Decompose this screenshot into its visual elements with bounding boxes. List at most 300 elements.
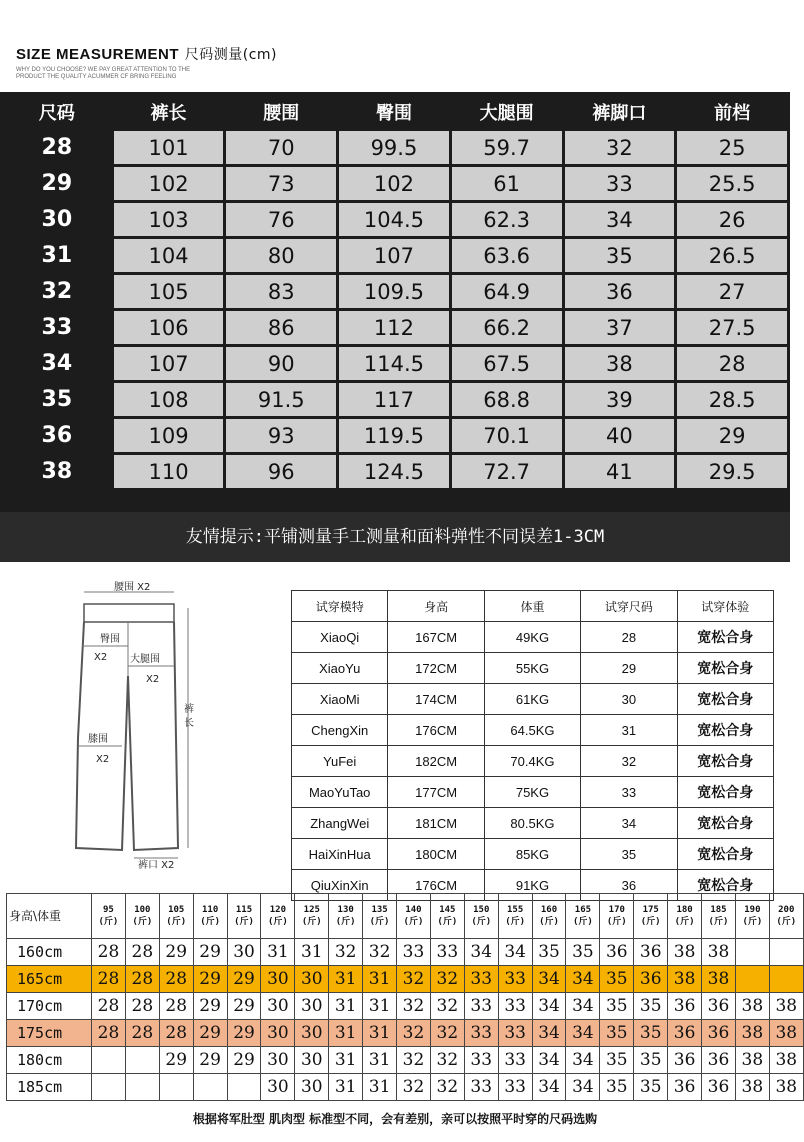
hw-size-cell: 34 <box>464 939 498 966</box>
hw-size-cell: 33 <box>464 1074 498 1101</box>
size-value-cell: 29 <box>677 419 787 452</box>
hw-weight-header <box>125 894 159 939</box>
hw-weight-value: 150 <box>473 905 490 915</box>
size-row <box>3 167 787 200</box>
hw-weight-header <box>363 894 397 939</box>
size-header-cell: 裤长 <box>114 95 224 128</box>
model-cell: 174CM <box>388 684 484 715</box>
hw-size-cell: 30 <box>295 1047 329 1074</box>
hw-size-cell: 35 <box>634 1047 668 1074</box>
hw-size-cell: 32 <box>397 966 431 993</box>
size-value-cell: 86 <box>226 311 336 344</box>
size-label-cell: 29 <box>3 167 111 200</box>
hip-label: 臀围 <box>100 634 120 645</box>
hw-weight-value: 170 <box>608 905 625 915</box>
hw-size-cell: 33 <box>397 939 431 966</box>
size-value-cell: 91.5 <box>226 383 336 416</box>
model-cell: 宽松合身 <box>677 746 773 777</box>
size-value-cell: 38 <box>565 347 675 380</box>
hw-size-cell: 38 <box>668 966 702 993</box>
model-header-cell: 体重 <box>484 591 580 622</box>
title-cn: 尺码测量(cm) <box>184 47 278 63</box>
hw-weight-unit: (斤) <box>776 917 797 927</box>
hw-weight-header <box>92 894 126 939</box>
size-value-cell: 29.5 <box>677 455 787 488</box>
hw-size-cell: 34 <box>532 1074 566 1101</box>
hw-size-cell: 35 <box>634 1074 668 1101</box>
size-value-cell: 80 <box>226 239 336 272</box>
hw-size-cell: 28 <box>159 1020 193 1047</box>
hw-size-cell: 29 <box>193 966 227 993</box>
hw-size-cell: 32 <box>397 993 431 1020</box>
hw-weight-header <box>498 894 532 939</box>
size-value-cell: 40 <box>565 419 675 452</box>
model-cell: 宽松合身 <box>677 808 773 839</box>
size-measurement-table <box>0 92 790 512</box>
hw-size-cell: 34 <box>498 939 532 966</box>
hw-size-cell: 36 <box>702 1074 736 1101</box>
model-row <box>292 653 774 684</box>
size-value-cell: 68.8 <box>452 383 562 416</box>
hw-size-cell: 32 <box>397 1047 431 1074</box>
model-cell: 85KG <box>484 839 580 870</box>
model-row <box>292 622 774 653</box>
hw-weight-header <box>329 894 363 939</box>
size-header-cell: 裤脚口 <box>565 95 675 128</box>
fit-note: 根据将军肚型 肌肉型 标准型不同，会有差别，亲可以按照平时穿的尺码选购 <box>192 1112 598 1126</box>
size-row <box>3 383 787 416</box>
size-value-cell: 26 <box>677 203 787 236</box>
hw-weight-unit: (斤) <box>301 917 322 927</box>
hw-size-cell: 35 <box>634 993 668 1020</box>
model-table-body <box>292 622 774 901</box>
hw-row <box>7 1074 804 1101</box>
hw-size-cell: 36 <box>668 993 702 1020</box>
hw-weight-value: 115 <box>235 905 253 915</box>
size-value-cell: 114.5 <box>339 347 449 380</box>
hw-size-cell: 36 <box>702 993 736 1020</box>
hw-size-cell: 36 <box>702 1020 736 1047</box>
hw-height-label: 185cm <box>7 1074 92 1101</box>
hw-size-cell: 28 <box>125 939 159 966</box>
hw-size-cell: 35 <box>600 1020 634 1047</box>
hw-height-label: 165cm <box>7 966 92 993</box>
size-value-cell: 41 <box>565 455 675 488</box>
size-header-cell: 腰围 <box>226 95 336 128</box>
hw-size-cell: 35 <box>566 939 600 966</box>
size-header-cell: 前档 <box>677 95 787 128</box>
hw-size-cell: 34 <box>566 1074 600 1101</box>
model-cell: 宽松合身 <box>677 622 773 653</box>
hw-weight-unit: (斤) <box>437 917 458 927</box>
hw-size-cell: 31 <box>329 1020 363 1047</box>
model-cell: 80.5KG <box>484 808 580 839</box>
subtitle <box>16 67 190 81</box>
length-label-2: 长 <box>184 718 194 729</box>
model-header-cell: 试穿尺码 <box>581 591 677 622</box>
hw-size-cell: 28 <box>92 993 126 1020</box>
model-cell: XiaoYu <box>292 653 388 684</box>
size-value-cell: 109 <box>114 419 224 452</box>
hw-weight-header <box>159 894 193 939</box>
size-table-grid <box>0 92 790 491</box>
size-row <box>3 311 787 344</box>
size-value-cell: 64.9 <box>452 275 562 308</box>
hw-weight-unit: (斤) <box>369 917 390 927</box>
hw-size-cell: 33 <box>464 966 498 993</box>
height-weight-chart <box>6 893 798 1101</box>
hw-weight-header <box>397 894 431 939</box>
size-label-cell: 34 <box>3 347 111 380</box>
model-cell: MaoYuTao <box>292 777 388 808</box>
hw-table-header <box>7 894 804 939</box>
hw-weight-value: 140 <box>405 905 422 915</box>
size-row <box>3 131 787 164</box>
model-cell: HaiXinHua <box>292 839 388 870</box>
hw-size-cell: 36 <box>668 1074 702 1101</box>
hw-weight-header <box>634 894 668 939</box>
hw-weight-header <box>261 894 295 939</box>
hw-weight-header <box>464 894 498 939</box>
hw-weight-unit: (斤) <box>234 917 254 927</box>
hw-size-cell: 33 <box>464 1047 498 1074</box>
size-value-cell: 70 <box>226 131 336 164</box>
hw-table-grid <box>6 893 804 1101</box>
hw-weight-value: 175 <box>642 905 659 915</box>
model-cell: 29 <box>581 653 677 684</box>
hw-size-cell: 30 <box>261 1020 295 1047</box>
model-cell: 172CM <box>388 653 484 684</box>
size-value-cell: 117 <box>339 383 449 416</box>
hw-weight-unit: (斤) <box>200 917 221 927</box>
hw-row <box>7 1047 804 1074</box>
length-label-1: 裤 <box>184 704 194 715</box>
size-header-cell: 臀围 <box>339 95 449 128</box>
size-label-cell: 36 <box>3 419 111 452</box>
size-value-cell: 28.5 <box>677 383 787 416</box>
hw-size-cell: 34 <box>532 1047 566 1074</box>
size-value-cell: 109.5 <box>339 275 449 308</box>
size-value-cell: 66.2 <box>452 311 562 344</box>
size-value-cell: 62.3 <box>452 203 562 236</box>
hw-size-cell: 35 <box>532 939 566 966</box>
hw-size-cell: 29 <box>193 1020 227 1047</box>
size-value-cell: 26.5 <box>677 239 787 272</box>
model-cell: 宽松合身 <box>677 715 773 746</box>
model-row <box>292 839 774 870</box>
hw-size-cell: 38 <box>769 1020 803 1047</box>
hw-size-cell: 36 <box>600 939 634 966</box>
model-cell: 75KG <box>484 777 580 808</box>
hw-table-body <box>7 939 804 1101</box>
size-value-cell: 28 <box>677 347 787 380</box>
size-value-cell: 103 <box>114 203 224 236</box>
model-cell: 176CM <box>388 715 484 746</box>
hw-size-cell: 28 <box>125 966 159 993</box>
model-cell: 55KG <box>484 653 580 684</box>
hw-weight-unit: (斤) <box>606 917 627 927</box>
size-value-cell: 27 <box>677 275 787 308</box>
hw-weight-value: 125 <box>303 905 320 915</box>
hw-size-cell: 30 <box>261 966 295 993</box>
size-table-body <box>3 131 787 488</box>
model-cell: 182CM <box>388 746 484 777</box>
model-cell: 宽松合身 <box>677 653 773 684</box>
model-cell: 177CM <box>388 777 484 808</box>
size-row <box>3 239 787 272</box>
hw-size-cell: 32 <box>397 1020 431 1047</box>
hw-row <box>7 939 804 966</box>
hw-size-cell: 31 <box>363 993 397 1020</box>
hw-size-cell: 34 <box>532 1020 566 1047</box>
size-value-cell: 83 <box>226 275 336 308</box>
hw-size-cell: 34 <box>566 966 600 993</box>
hw-size-cell: 30 <box>261 993 295 1020</box>
hw-corner-cell: 身高\体重 <box>7 894 92 939</box>
hw-size-cell: 30 <box>295 966 329 993</box>
hw-size-cell: 29 <box>227 966 261 993</box>
hw-weight-header <box>735 894 769 939</box>
hw-weight-value: 180 <box>676 905 693 915</box>
hw-size-cell: 32 <box>430 1020 464 1047</box>
hw-size-cell: 35 <box>634 1020 668 1047</box>
model-cell: 31 <box>581 715 677 746</box>
hw-size-cell: 35 <box>600 966 634 993</box>
hw-size-cell: 34 <box>566 993 600 1020</box>
hw-weight-unit: (斤) <box>674 917 695 927</box>
size-table-header <box>3 95 787 128</box>
hw-size-cell <box>193 1074 227 1101</box>
model-row <box>292 715 774 746</box>
hip-x2: X2 <box>94 652 108 663</box>
model-cell: 91KG <box>484 870 580 901</box>
size-value-cell: 61 <box>452 167 562 200</box>
size-header-cell: 尺码 <box>3 95 111 128</box>
model-table-header <box>292 591 774 622</box>
hw-weight-unit: (斤) <box>708 917 729 927</box>
size-value-cell: 105 <box>114 275 224 308</box>
size-row <box>3 203 787 236</box>
size-value-cell: 107 <box>114 347 224 380</box>
hw-size-cell <box>769 939 803 966</box>
hw-size-cell: 38 <box>769 1047 803 1074</box>
hw-size-cell: 31 <box>329 966 363 993</box>
hw-size-cell: 32 <box>430 993 464 1020</box>
model-cell: 28 <box>581 622 677 653</box>
model-cell: 宽松合身 <box>677 839 773 870</box>
size-value-cell: 102 <box>114 167 224 200</box>
size-value-cell: 36 <box>565 275 675 308</box>
size-value-cell: 39 <box>565 383 675 416</box>
size-value-cell: 104.5 <box>339 203 449 236</box>
hw-weight-value: 135 <box>371 905 388 915</box>
size-value-cell: 25 <box>677 131 787 164</box>
hw-weight-header <box>702 894 736 939</box>
hw-height-label: 175cm <box>7 1020 92 1047</box>
hw-size-cell: 31 <box>363 1074 397 1101</box>
model-row <box>292 808 774 839</box>
hw-size-cell <box>92 1074 126 1101</box>
hw-weight-value: 130 <box>337 905 354 915</box>
size-row <box>3 455 787 488</box>
model-cell: 181CM <box>388 808 484 839</box>
hw-size-cell: 30 <box>261 1074 295 1101</box>
hw-size-cell: 36 <box>702 1047 736 1074</box>
hw-size-cell: 31 <box>329 1074 363 1101</box>
pants-diagram <box>62 578 212 871</box>
hw-size-cell: 28 <box>92 1020 126 1047</box>
hw-size-cell: 28 <box>92 966 126 993</box>
hw-size-cell: 34 <box>566 1020 600 1047</box>
hw-size-cell: 38 <box>668 939 702 966</box>
model-cell: 宽松合身 <box>677 684 773 715</box>
pants-drawing <box>62 578 212 871</box>
hw-size-cell: 32 <box>430 1074 464 1101</box>
hw-size-cell: 32 <box>397 1074 431 1101</box>
size-value-cell: 101 <box>114 131 224 164</box>
hw-size-cell: 36 <box>668 1020 702 1047</box>
model-cell: 33 <box>581 777 677 808</box>
subtitle-line-1: WHY DO YOU CHOOSE? WE PAY GREAT ATTENTION TO THE <box>16 67 191 73</box>
measurement-tip: 友情提示:平铺测量手工测量和面料弹性不同误差1-3CM <box>0 512 790 562</box>
model-cell: ZhangWei <box>292 808 388 839</box>
model-row <box>292 777 774 808</box>
model-cell: 167CM <box>388 622 484 653</box>
hw-weight-unit: (斤) <box>335 917 356 927</box>
hw-size-cell: 38 <box>735 1074 769 1101</box>
model-cell: 49KG <box>484 622 580 653</box>
size-value-cell: 34 <box>565 203 675 236</box>
hw-size-cell: 28 <box>92 939 126 966</box>
hw-size-cell: 38 <box>735 1047 769 1074</box>
waist-label: 腰围 X2 <box>114 582 151 593</box>
model-cell: 宽松合身 <box>677 777 773 808</box>
size-value-cell: 72.7 <box>452 455 562 488</box>
size-value-cell: 27.5 <box>677 311 787 344</box>
hw-weight-unit: (斤) <box>166 917 187 927</box>
hw-size-cell: 32 <box>430 966 464 993</box>
size-label-cell: 33 <box>3 311 111 344</box>
hw-size-cell: 32 <box>363 939 397 966</box>
model-cell: QiuXinXin <box>292 870 388 901</box>
hw-size-cell: 28 <box>125 993 159 1020</box>
hw-size-cell: 31 <box>295 939 329 966</box>
hw-row <box>7 1020 804 1047</box>
size-value-cell: 124.5 <box>339 455 449 488</box>
hw-size-cell: 29 <box>159 939 193 966</box>
hw-weight-header <box>600 894 634 939</box>
size-value-cell: 106 <box>114 311 224 344</box>
hw-weight-value: 105 <box>168 905 185 915</box>
hw-size-cell: 34 <box>532 966 566 993</box>
hw-weight-unit: (斤) <box>572 917 593 927</box>
hw-size-cell: 38 <box>735 1020 769 1047</box>
hw-size-cell: 34 <box>532 993 566 1020</box>
size-value-cell: 104 <box>114 239 224 272</box>
hw-size-cell: 38 <box>735 993 769 1020</box>
hw-size-cell: 30 <box>227 939 261 966</box>
hw-weight-value: 120 <box>269 905 287 915</box>
hw-size-cell <box>769 966 803 993</box>
thigh-label: 大腿围 <box>130 654 160 665</box>
hw-size-cell: 30 <box>261 1047 295 1074</box>
hw-size-cell <box>92 1047 126 1074</box>
hw-size-cell: 31 <box>261 939 295 966</box>
size-label-cell: 38 <box>3 455 111 488</box>
size-value-cell: 35 <box>565 239 675 272</box>
size-label-cell: 28 <box>3 131 111 164</box>
hw-weight-value: 165 <box>574 905 592 915</box>
hw-weight-value: 100 <box>134 905 151 915</box>
size-value-cell: 108 <box>114 383 224 416</box>
hw-weight-unit: (斤) <box>539 917 559 927</box>
hw-weight-value: 155 <box>507 905 524 915</box>
model-header-cell: 试穿体验 <box>677 591 773 622</box>
knee-x2: X2 <box>96 754 110 765</box>
hw-size-cell: 32 <box>329 939 363 966</box>
hw-size-cell: 29 <box>159 1047 193 1074</box>
hw-size-cell: 29 <box>227 993 261 1020</box>
hw-weight-unit: (斤) <box>132 917 153 927</box>
hw-size-cell: 35 <box>600 1047 634 1074</box>
hw-weight-unit: (斤) <box>505 917 526 927</box>
size-row <box>3 275 787 308</box>
hw-weight-unit: (斤) <box>267 917 288 927</box>
hw-weight-value: 190 <box>744 905 761 915</box>
header <box>0 0 790 92</box>
hw-size-cell: 33 <box>498 966 532 993</box>
hw-size-cell: 33 <box>498 1020 532 1047</box>
model-cell: XiaoQi <box>292 622 388 653</box>
hw-weight-header <box>430 894 464 939</box>
hw-size-cell <box>735 966 769 993</box>
size-value-cell: 119.5 <box>339 419 449 452</box>
title-en: SIZE MEASUREMENT <box>16 46 180 63</box>
model-cell: 70.4KG <box>484 746 580 777</box>
hw-size-cell: 33 <box>464 993 498 1020</box>
hw-weight-header <box>668 894 702 939</box>
hw-size-cell: 36 <box>634 939 668 966</box>
model-row <box>292 684 774 715</box>
size-value-cell: 59.7 <box>452 131 562 164</box>
model-cell: 32 <box>581 746 677 777</box>
model-cell: XiaoMi <box>292 684 388 715</box>
hw-size-cell: 34 <box>566 1047 600 1074</box>
hw-height-label: 180cm <box>7 1047 92 1074</box>
hw-size-cell: 30 <box>295 993 329 1020</box>
model-row <box>292 746 774 777</box>
hw-size-cell: 29 <box>193 939 227 966</box>
hw-weight-value: 185 <box>710 905 727 915</box>
hw-size-cell: 30 <box>295 1020 329 1047</box>
hw-size-cell <box>125 1047 159 1074</box>
hw-weight-header <box>769 894 803 939</box>
hw-size-cell: 33 <box>430 939 464 966</box>
hw-height-label: 170cm <box>7 993 92 1020</box>
model-cell: 宽松合身 <box>677 870 773 901</box>
hw-size-cell: 29 <box>193 993 227 1020</box>
size-value-cell: 63.6 <box>452 239 562 272</box>
hw-size-cell: 31 <box>329 993 363 1020</box>
model-cell: 61KG <box>484 684 580 715</box>
model-header-cell: 身高 <box>388 591 484 622</box>
hw-weight-header <box>227 894 261 939</box>
model-cell: 176CM <box>388 870 484 901</box>
size-label-cell: 32 <box>3 275 111 308</box>
size-value-cell: 90 <box>226 347 336 380</box>
hw-size-cell: 33 <box>464 1020 498 1047</box>
size-value-cell: 73 <box>226 167 336 200</box>
